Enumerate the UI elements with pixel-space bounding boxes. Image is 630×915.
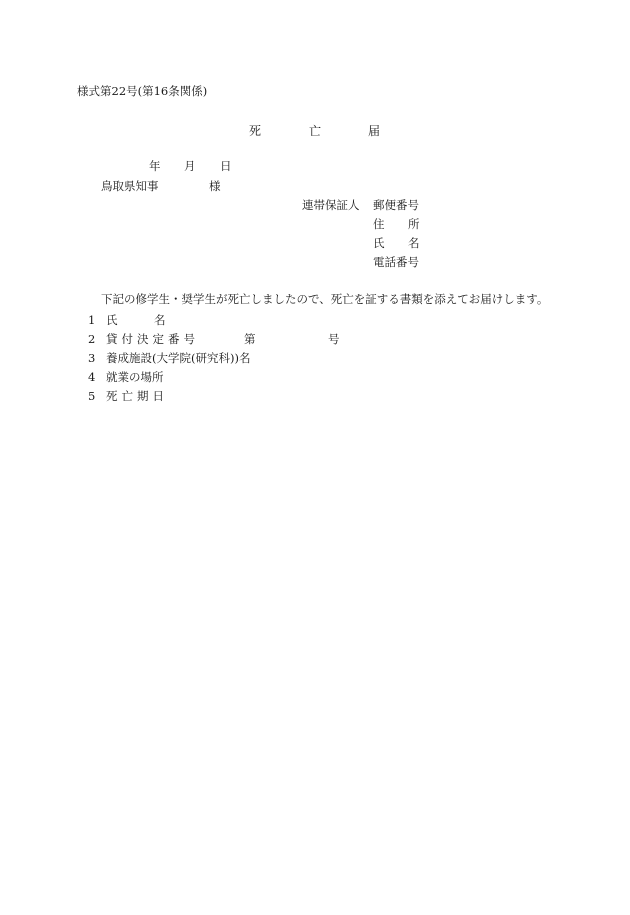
- item-3-number: 3: [88, 351, 96, 365]
- intro-paragraph: 下記の修学生・奨学生が死亡しましたので、死亡を証する書類を添えてお届けします。: [101, 292, 549, 306]
- document-title-char-2: 亡: [309, 124, 322, 138]
- item-4-number: 4: [88, 370, 96, 384]
- guarantor-name-label-2: 名: [408, 236, 420, 250]
- item-1-number: 1: [88, 313, 96, 327]
- guarantor-label: 連帯保証人: [302, 198, 360, 212]
- form-number: 様式第22号(第16条関係): [77, 84, 208, 98]
- item-2-go-label: 号: [328, 332, 340, 346]
- item-4-label: 就業の場所: [106, 370, 164, 384]
- date-month-label: 月: [184, 159, 196, 173]
- item-5-number: 5: [88, 389, 96, 403]
- item-1-label-1: 氏: [106, 313, 118, 327]
- guarantor-name-label-1: 氏: [373, 236, 385, 250]
- item-5-label: 死亡期日: [106, 389, 168, 403]
- item-1-label-2: 名: [154, 313, 166, 327]
- guarantor-address-label-2: 所: [408, 217, 420, 231]
- guarantor-address-label-1: 住: [373, 217, 385, 231]
- item-2-number: 2: [88, 332, 96, 346]
- document-title-char-1: 死: [249, 124, 262, 138]
- guarantor-postal-code-label: 郵便番号: [373, 198, 419, 212]
- date-year-label: 年: [149, 159, 161, 173]
- item-2-label: 貸付決定番号: [106, 332, 199, 346]
- item-3-label: 養成施設(大学院(研究科))名: [106, 351, 251, 365]
- guarantor-phone-label: 電話番号: [373, 255, 419, 269]
- document-title-char-3: 届: [368, 124, 381, 138]
- addressee-honorific: 様: [209, 179, 221, 193]
- addressee-name: 鳥取県知事: [101, 179, 159, 193]
- item-2-dai-label: 第: [244, 332, 256, 346]
- date-day-label: 日: [220, 159, 232, 173]
